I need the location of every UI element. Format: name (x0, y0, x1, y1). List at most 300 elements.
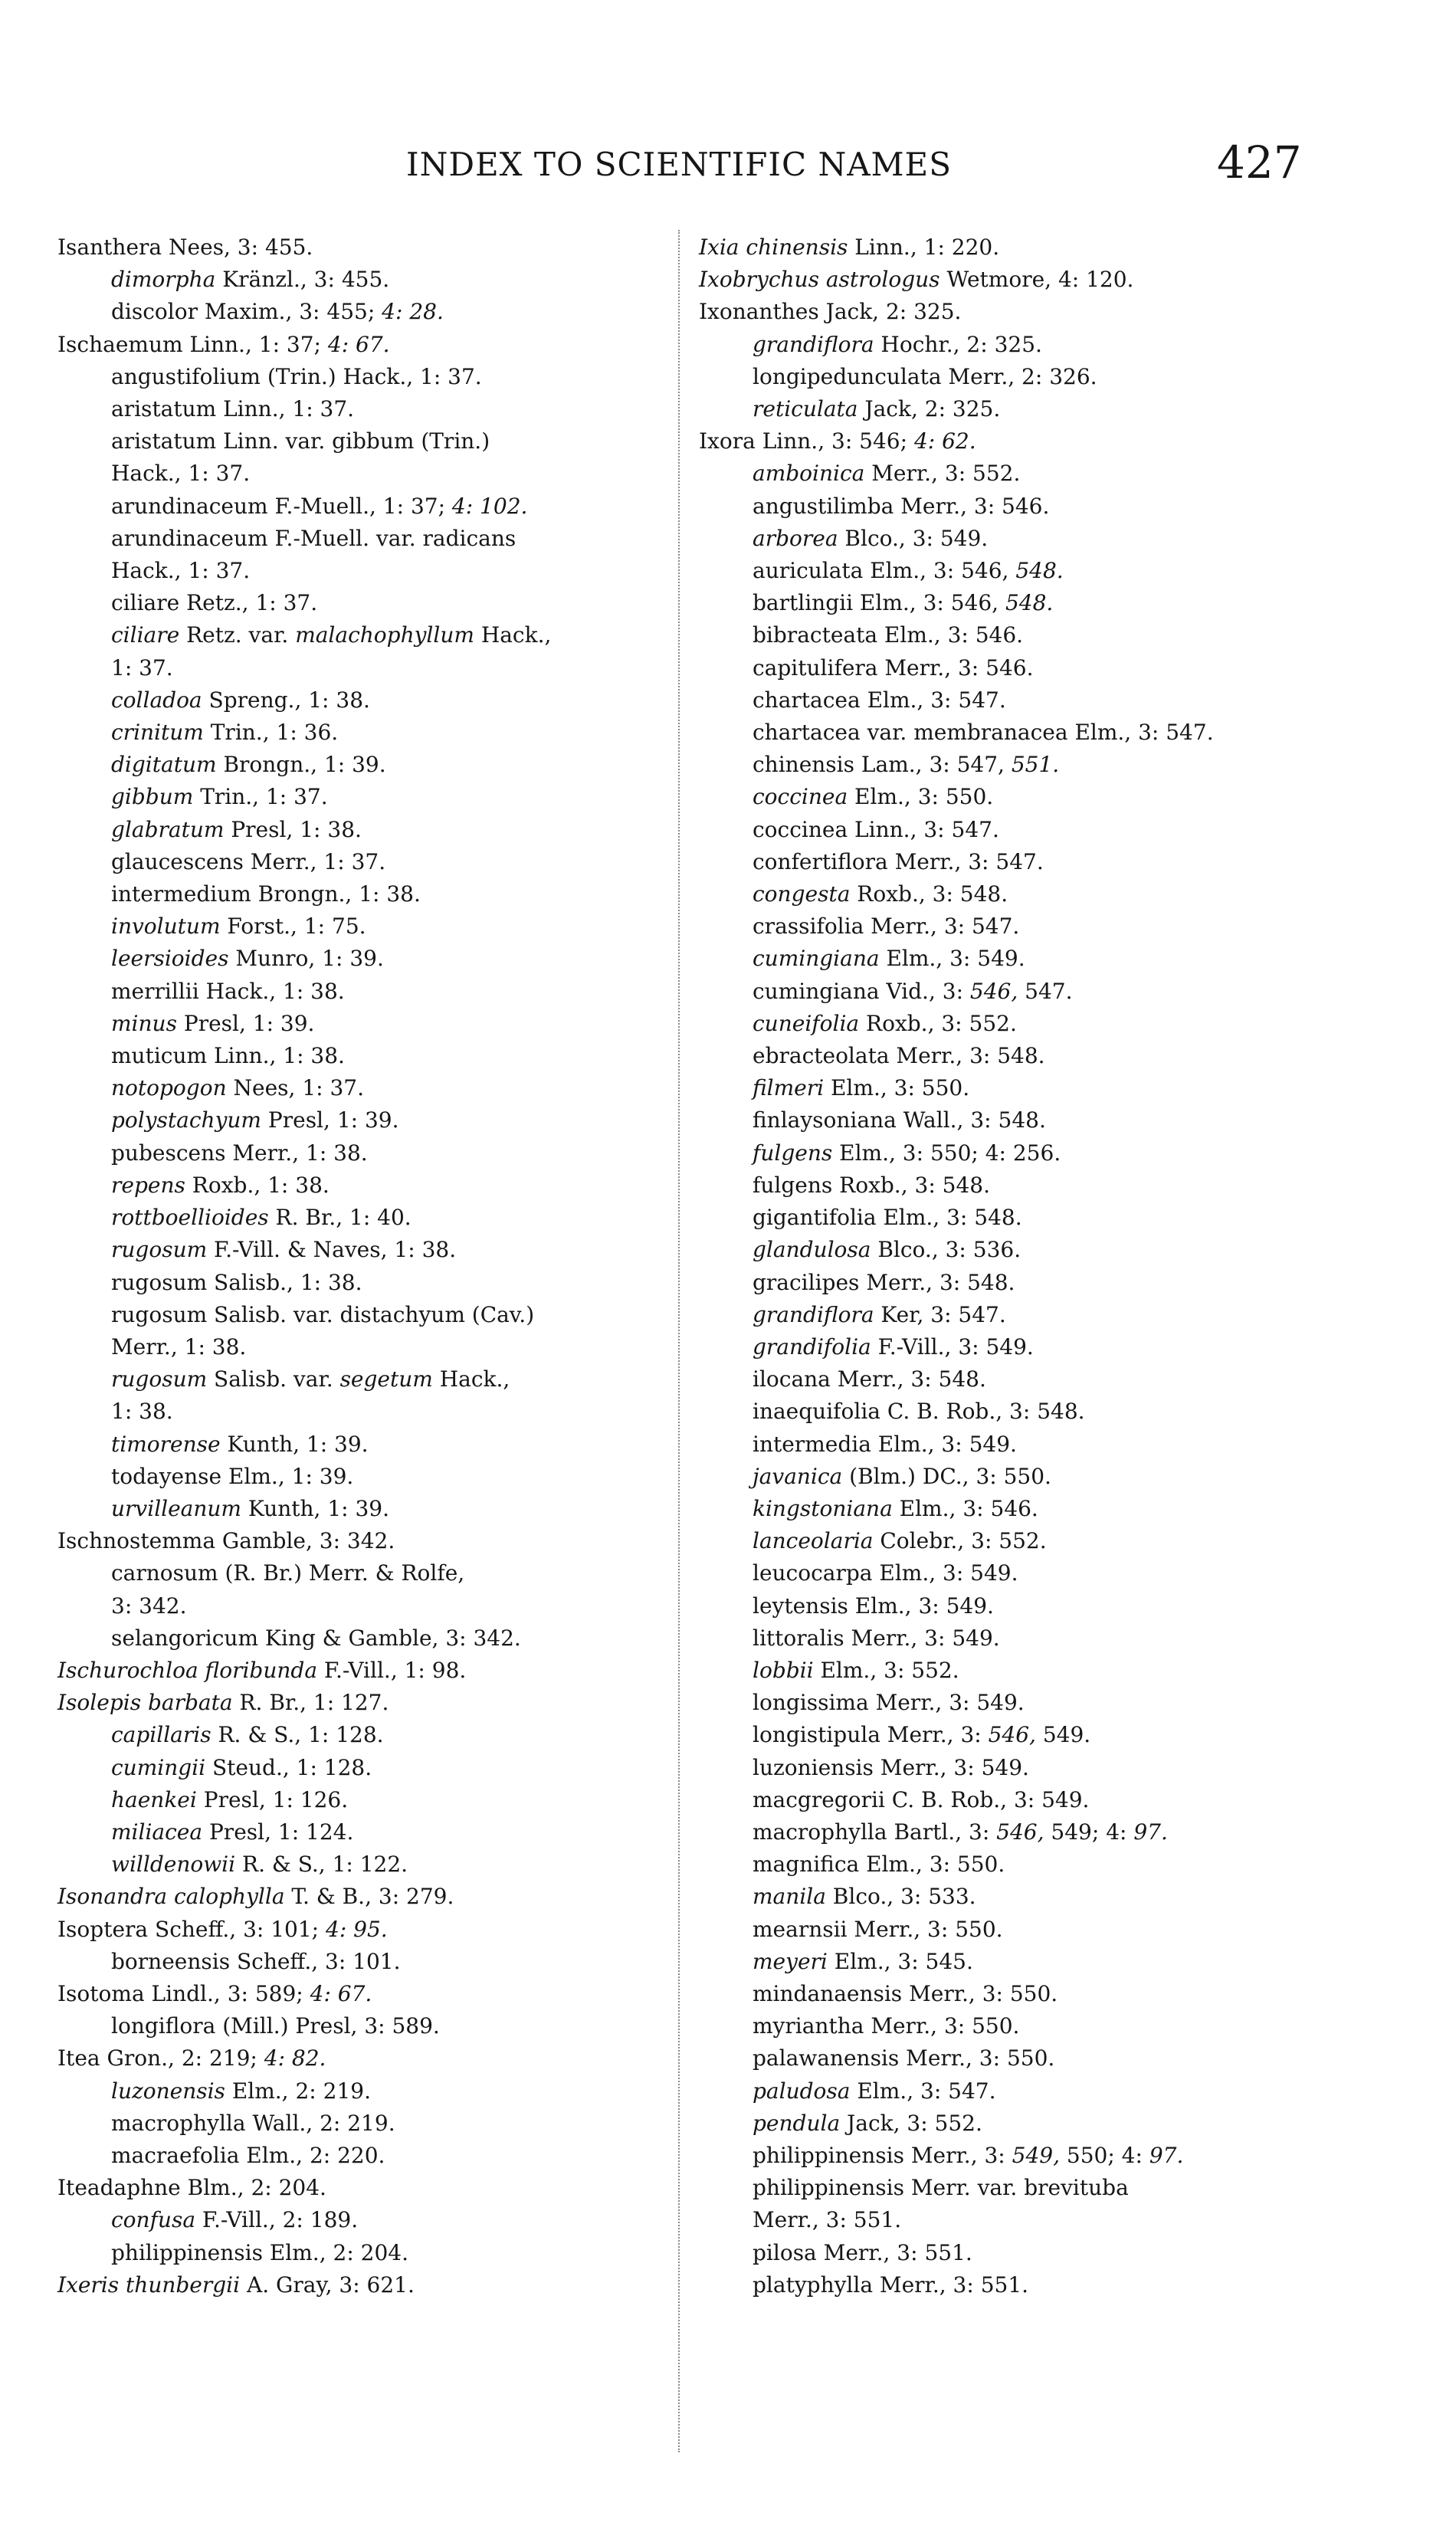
entry-text: longistipula Merr., 3: (753, 1722, 989, 1748)
entry-text-italic: ciliare (111, 622, 180, 648)
index-entry (699, 1234, 1312, 1266)
entry-text: Roxb., 3: 552. (859, 1010, 1017, 1036)
index-entry (699, 619, 1312, 651)
entry-text: selangoricum King & Gamble, 3: 342. (111, 1625, 521, 1651)
entry-text-italic: rottboellioides (111, 1205, 269, 1231)
entry-text: coccinea Linn., 3: 547. (753, 816, 999, 842)
index-entry (699, 1137, 1312, 1169)
entry-text: F.-Vill. & Naves, 1: 38. (207, 1237, 457, 1263)
entry-text-italic: Ixobrychus astrologus (699, 267, 940, 293)
entry-text: arundinaceum F.-Muell., 1: 37; (111, 493, 452, 519)
index-entry (57, 2010, 663, 2042)
index-entry (57, 1363, 663, 1396)
entry-text: philippinensis Merr. var. brevituba (753, 2175, 1129, 2201)
entry-text: Blco., 3: 536. (871, 1237, 1021, 1263)
index-entry (57, 1040, 663, 1072)
entry-text: 547. (1018, 978, 1073, 1004)
entry-text: Presl, 1: 38. (224, 816, 362, 842)
entry-text: muticum Linn., 1: 38. (111, 1043, 345, 1069)
entry-text: F.-Vill., 1: 98. (317, 1657, 467, 1683)
entry-text: aristatum Linn., 1: 37. (111, 396, 355, 422)
entry-text: Hack., 1: 37. (111, 461, 251, 487)
index-entry (699, 361, 1312, 393)
entry-text: chinensis Lam., 3: 547, (753, 752, 1012, 778)
index-entry (57, 1234, 663, 1266)
index-entry (57, 1299, 663, 1331)
index-column-left (57, 231, 663, 2301)
entry-text: auriculata Elm., 3: 546, (753, 558, 1016, 584)
index-entry (699, 458, 1312, 490)
index-entry (699, 329, 1312, 361)
index-column-right (699, 231, 1312, 2301)
entry-text-italic: 548. (1005, 590, 1054, 616)
entry-text: Ischnostemma Gamble, 3: 342. (57, 1528, 395, 1554)
index-entry (57, 231, 663, 264)
entry-text: myriantha Merr., 3: 550. (753, 2013, 1020, 2039)
index-entry (699, 2204, 1312, 2236)
index-entry (699, 490, 1312, 523)
index-entry (699, 910, 1312, 943)
entry-text: A. Gray, 3: 621. (240, 2272, 415, 2298)
index-entry (699, 781, 1312, 813)
entry-text-italic: manila (753, 1884, 826, 1910)
entry-text: Elm., 3: 550; 4: 256. (832, 1140, 1061, 1166)
entry-text: longipedunculata Merr., 2: 326. (753, 363, 1097, 389)
index-entry (699, 684, 1312, 717)
entry-text: capitulifera Merr., 3: 546. (753, 654, 1034, 681)
entry-text-italic: rugosum (111, 1366, 208, 1392)
entry-text: Iteadaphne Blm., 2: 204. (57, 2175, 326, 2201)
index-entry (57, 2075, 663, 2108)
entry-text: borneensis Scheff., 3: 101. (111, 1948, 401, 1974)
entry-text-italic: glabratum (111, 816, 225, 842)
entry-text-italic: 551. (1011, 752, 1060, 778)
index-entry (699, 264, 1312, 296)
entry-text: R. Br., 1: 40. (268, 1205, 412, 1231)
entry-text: Blco., 3: 533. (825, 1884, 976, 1910)
entry-text-italic: kingstoniana (753, 1495, 893, 1521)
entry-text: discolor Maxim., 3: 455; (111, 299, 382, 325)
index-entry (699, 1784, 1312, 1816)
entry-text: Salisb. var. (207, 1366, 340, 1392)
index-entry (699, 1202, 1312, 1234)
index-entry (699, 587, 1312, 619)
entry-text-italic: colladoa (111, 687, 202, 713)
index-entry (57, 264, 663, 296)
entry-text: intermedium Brongn., 1: 38. (111, 881, 421, 907)
entry-text: Kränzl., 3: 455. (215, 267, 390, 293)
entry-text-italic: glandulosa (753, 1237, 871, 1263)
entry-text: Munro, 1: 39. (228, 946, 384, 972)
entry-text: Merr., 1: 38. (111, 1333, 247, 1360)
index-entry (699, 1396, 1312, 1428)
index-entry (57, 652, 663, 684)
entry-text-italic: capillaris (111, 1722, 212, 1748)
entry-text-italic: Ischurochloa floribunda (57, 1657, 318, 1683)
entry-text: macrophylla Bartl., 3: (753, 1819, 997, 1845)
index-entry (699, 1687, 1312, 1719)
index-entry (699, 1429, 1312, 1461)
entry-text: merrillii Hack., 1: 38. (111, 978, 345, 1004)
entry-text-italic: luzonensis (111, 2078, 225, 2104)
entry-text-italic: notopogon (111, 1075, 227, 1101)
index-entry (699, 814, 1312, 846)
entry-text-italic: pendula (753, 2110, 841, 2136)
index-entry (57, 1848, 663, 1881)
entry-text: Merr., 3: 551. (753, 2207, 902, 2233)
entry-text: macrophylla Wall., 2: 219. (111, 2110, 395, 2136)
entry-text: Elm., 3: 550. (824, 1075, 970, 1101)
entry-text-italic: 4: 67. (310, 1980, 372, 2006)
index-entry (57, 1008, 663, 1040)
entry-text: Hack., (474, 622, 552, 648)
entry-text: (Blm.) DC., 3: 550. (842, 1463, 1051, 1489)
index-entry (57, 2204, 663, 2236)
index-entry (57, 1267, 663, 1299)
entry-text: T. & B., 3: 279. (284, 1884, 454, 1910)
index-entry (57, 1137, 663, 1169)
entry-text: Hochr., 2: 325. (874, 331, 1042, 357)
entry-text-italic: minus (111, 1010, 177, 1036)
entry-text: carnosum (R. Br.) Merr. & Rolfe, (111, 1560, 465, 1586)
entry-text: Ker, 3: 547. (874, 1301, 1006, 1327)
entry-text: 1: 38. (111, 1399, 173, 1425)
entry-text: R. & S., 1: 128. (211, 1722, 384, 1748)
entry-text: Isoptera Scheff., 3: 101; (57, 1916, 326, 1942)
index-entry (699, 1622, 1312, 1655)
entry-text: Elm., 2: 219. (225, 2078, 371, 2104)
index-entry (57, 1557, 663, 1589)
entry-text-italic: 4: 62. (913, 428, 976, 454)
entry-text: macgregorii C. B. Rob., 3: 549. (753, 1786, 1090, 1812)
entry-text: macraefolia Elm., 2: 220. (111, 2142, 385, 2168)
entry-text-italic: urvilleanum (111, 1495, 241, 1521)
index-entry (57, 555, 663, 587)
index-entry (57, 943, 663, 975)
index-entry (699, 1914, 1312, 1946)
entry-text-italic: 546, (969, 978, 1018, 1004)
entry-text-italic: reticulata (753, 396, 858, 422)
index-entry (57, 1331, 663, 1363)
index-entry (699, 1267, 1312, 1299)
index-entry (57, 2172, 663, 2204)
entry-text-italic: paludosa (753, 2078, 851, 2104)
entry-text: intermedia Elm., 3: 549. (753, 1431, 1017, 1457)
entry-text: F.-Vill., 2: 189. (195, 2207, 359, 2233)
entry-text: glaucescens Merr., 1: 37. (111, 848, 386, 874)
index-entry (699, 1072, 1312, 1104)
entry-text-italic: 546, (988, 1722, 1036, 1748)
index-entry (57, 1493, 663, 1525)
index-entry (57, 619, 663, 651)
entry-text: Roxb., 1: 38. (185, 1172, 330, 1198)
entry-text-italic: willdenowii (111, 1852, 236, 1878)
index-entry (57, 814, 663, 846)
index-entry (699, 943, 1312, 975)
entry-text: platyphylla Merr., 3: 551. (753, 2272, 1029, 2298)
index-entry (57, 1622, 663, 1655)
index-entry (57, 2140, 663, 2172)
index-entry (699, 1590, 1312, 1622)
index-entry (699, 2075, 1312, 2108)
entry-text: F.-Vill., 3: 549. (871, 1333, 1034, 1360)
entry-text: gigantifolia Elm., 3: 548. (753, 1205, 1022, 1231)
entry-text-italic: malachophyllum (295, 622, 474, 648)
entry-text-italic: Ixia chinensis (699, 235, 848, 260)
entry-text-italic: meyeri (753, 1948, 828, 1974)
entry-text: mindanaensis Merr., 3: 550. (753, 1980, 1058, 2006)
index-entry (699, 976, 1312, 1008)
index-entry (699, 523, 1312, 555)
index-entry (57, 910, 663, 943)
index-entry (699, 2010, 1312, 2042)
entry-text: Itea Gron., 2: 219; (57, 2045, 264, 2071)
entry-text-italic: filmeri (753, 1075, 825, 1101)
index-entry (699, 1816, 1312, 1848)
index-entry (699, 296, 1312, 328)
entry-text-italic: congesta (753, 881, 851, 907)
entry-text: Spreng., 1: 38. (202, 687, 370, 713)
entry-text-italic: 546, (996, 1819, 1044, 1845)
index-entry (57, 523, 663, 555)
index-entry (57, 393, 663, 425)
index-entry (57, 1752, 663, 1784)
entry-text: confertiflora Merr., 3: 547. (753, 848, 1044, 874)
entry-text-italic: 4: 95. (326, 1916, 388, 1942)
index-entry (699, 1719, 1312, 1751)
entry-text-italic: cuneifolia (753, 1010, 860, 1036)
entry-text: Presl, 1: 126. (196, 1786, 349, 1812)
entry-text: philippinensis Merr., 3: (753, 2142, 1012, 2168)
column-divider (678, 230, 680, 2452)
index-entry (699, 231, 1312, 264)
entry-text-italic: lobbii (753, 1657, 814, 1683)
index-entry (699, 749, 1312, 781)
entry-text: cumingiana Vid., 3: (753, 978, 970, 1004)
entry-text: Isotoma Lindl., 3: 589; (57, 1980, 310, 2006)
entry-text: aristatum Linn. var. gibbum (Trin.) (111, 428, 490, 454)
index-entry (699, 1655, 1312, 1687)
entry-text: rugosum Salisb. var. distachyum (Cav.) (111, 1301, 535, 1327)
index-entry (699, 2108, 1312, 2140)
index-entry (699, 1040, 1312, 1072)
entry-text: Steud., 1: 128. (205, 1754, 372, 1780)
index-entry (57, 1978, 663, 2010)
entry-text-italic: 549, (1012, 2142, 1060, 2168)
index-entry (57, 1655, 663, 1687)
entry-text-italic: 4: 28. (382, 299, 444, 325)
entry-text-italic: 97. (1133, 1819, 1168, 1845)
entry-text: chartacea var. membranacea Elm., 3: 547. (753, 720, 1214, 746)
entry-text: Forst., 1: 75. (220, 914, 366, 940)
index-entry (699, 1752, 1312, 1784)
entry-text-italic: coccinea (753, 784, 848, 810)
index-entry (699, 555, 1312, 587)
entry-text-italic: crinitum (111, 720, 204, 746)
entry-text: Ixora Linn., 3: 546; (699, 428, 914, 454)
entry-text: R. Br., 1: 127. (232, 1690, 389, 1716)
entry-text: Kunth, 1: 39. (241, 1495, 390, 1521)
index-entry (57, 587, 663, 619)
index-entry (699, 2042, 1312, 2075)
entry-text: luzoniensis Merr., 3: 549. (753, 1754, 1029, 1780)
entry-text: magnifica Elm., 3: 550. (753, 1852, 1005, 1878)
entry-text: todayense Elm., 1: 39. (111, 1463, 354, 1489)
index-entry (57, 1396, 663, 1428)
index-entry (57, 878, 663, 910)
index-entry (57, 1525, 663, 1557)
entry-text-italic: haenkei (111, 1786, 197, 1812)
index-entry (57, 976, 663, 1008)
index-entry (699, 717, 1312, 749)
entry-text: longissima Merr., 3: 549. (753, 1690, 1025, 1716)
index-entry (699, 1881, 1312, 1913)
entry-text-italic: dimorpha (111, 267, 216, 293)
entry-text-italic: Ixeris thunbergii (57, 2272, 241, 2298)
index-entry (699, 1008, 1312, 1040)
entry-text: Brongn., 1: 39. (216, 752, 386, 778)
entry-text: gracilipes Merr., 3: 548. (753, 1269, 1015, 1295)
entry-text-italic: 97. (1149, 2142, 1184, 2168)
index-entry (699, 1363, 1312, 1396)
index-entry (699, 1461, 1312, 1493)
index-entry (699, 393, 1312, 425)
index-entry (699, 652, 1312, 684)
entry-text-italic: repens (111, 1172, 185, 1198)
index-entry (57, 2108, 663, 2140)
entry-text: 549. (1035, 1722, 1091, 1748)
index-entry (57, 2042, 663, 2075)
index-entry (57, 1590, 663, 1622)
index-entry (57, 781, 663, 813)
entry-text-italic: lanceolaria (753, 1528, 874, 1554)
index-entry (699, 425, 1312, 458)
index-entry (57, 296, 663, 328)
index-entry (699, 1493, 1312, 1525)
index-entry (699, 2140, 1312, 2172)
entry-text: inaequifolia C. B. Rob., 3: 548. (753, 1399, 1085, 1425)
index-entry (57, 1914, 663, 1946)
index-entry (57, 329, 663, 361)
entry-text-italic: miliacea (111, 1819, 203, 1845)
index-entry (57, 1104, 663, 1137)
index-entry (699, 1848, 1312, 1881)
index-entry (57, 1429, 663, 1461)
index-entry (57, 1072, 663, 1104)
index-entry (699, 1557, 1312, 1589)
index-entry (57, 425, 663, 458)
entry-text: ebracteolata Merr., 3: 548. (753, 1043, 1045, 1069)
index-entry (699, 1946, 1312, 1978)
entry-text-italic: cumingiana (753, 946, 880, 972)
index-entry (699, 1331, 1312, 1363)
index-entry (699, 1104, 1312, 1137)
index-entry (699, 2269, 1312, 2301)
index-entry (699, 1169, 1312, 1202)
entry-text: finlaysoniana Wall., 3: 548. (753, 1107, 1046, 1133)
entry-text-italic: Isonandra calophylla (57, 1884, 285, 1910)
index-entry (57, 717, 663, 749)
entry-text: Elm., 3: 549. (879, 946, 1025, 972)
entry-text-italic: digitatum (111, 752, 217, 778)
entry-text: Merr., 3: 552. (864, 461, 1021, 487)
entry-text-italic: timorense (111, 1431, 221, 1457)
page-header (0, 136, 1456, 205)
entry-text-italic: involutum (111, 914, 221, 940)
entry-text-italic: cumingii (111, 1754, 206, 1780)
index-entry (699, 1299, 1312, 1331)
entry-text: Jack, 2: 325. (858, 396, 1001, 422)
entry-text-italic: grandiflora (753, 331, 874, 357)
entry-text-italic: 548. (1015, 558, 1064, 584)
index-entry (57, 1946, 663, 1978)
index-entry (699, 846, 1312, 878)
index-entry (57, 1169, 663, 1202)
entry-text: bibracteata Elm., 3: 546. (753, 622, 1024, 648)
entry-text: pilosa Merr., 3: 551. (753, 2239, 972, 2265)
entry-text: philippinensis Elm., 2: 204. (111, 2239, 408, 2265)
entry-text: Nees, 3: 455. (162, 235, 313, 260)
entry-text: Presl, 1: 124. (202, 1819, 354, 1845)
index-entry (699, 878, 1312, 910)
entry-text-italic: Isolepis barbata (57, 1690, 233, 1716)
index-entry (57, 361, 663, 393)
entry-text: Isanthera (57, 235, 162, 260)
entry-text: bartlingii Elm., 3: 546, (753, 590, 1005, 616)
index-entry (57, 490, 663, 523)
index-entry (57, 684, 663, 717)
entry-text: Blco., 3: 549. (838, 525, 989, 551)
entry-text: fulgens Roxb., 3: 548. (753, 1172, 990, 1198)
page-number: 427 (1217, 136, 1302, 189)
entry-text: Elm., 3: 552. (813, 1657, 959, 1683)
entry-text: Jack, 3: 552. (840, 2110, 982, 2136)
entry-text: Presl, 1: 39. (176, 1010, 315, 1036)
entry-text: Hack., (432, 1366, 510, 1392)
entry-text-italic: rugosum (111, 1237, 208, 1263)
entry-text: 549; 4: (1044, 1819, 1134, 1845)
entry-text: Kunth, 1: 39. (220, 1431, 369, 1457)
entry-text: Wetmore, 4: 120. (940, 267, 1134, 293)
entry-text: Elm., 3: 550. (848, 784, 994, 810)
entry-text: Trin., 1: 36. (203, 720, 339, 746)
entry-text: arundinaceum F.-Muell. var. radicans (111, 525, 516, 551)
entry-text: Nees, 1: 37. (226, 1075, 364, 1101)
index-entry (57, 2269, 663, 2301)
entry-text: leytensis Elm., 3: 549. (753, 1593, 994, 1619)
entry-text: pubescens Merr., 1: 38. (111, 1140, 368, 1166)
entry-text-italic: javanica (753, 1463, 843, 1489)
index-entry (57, 1202, 663, 1234)
entry-text-italic: leersioides (111, 946, 229, 972)
entry-text: Presl, 1: 39. (261, 1107, 399, 1133)
entry-text-italic: grandifolia (753, 1333, 871, 1360)
entry-text: mearnsii Merr., 3: 550. (753, 1916, 1003, 1942)
entry-text: crassifolia Merr., 3: 547. (753, 914, 1020, 940)
index-entry (57, 1461, 663, 1493)
entry-text: longiflora (Mill.) Presl, 3: 589. (111, 2013, 440, 2039)
entry-text: Hack., 1: 37. (111, 558, 251, 584)
entry-text-italic: segetum (339, 1366, 433, 1392)
entry-text: Elm., 3: 546. (892, 1495, 1038, 1521)
entry-text-italic: amboinica (753, 461, 865, 487)
entry-text: Elm., 3: 547. (850, 2078, 996, 2104)
entry-text-italic: confusa (111, 2207, 196, 2233)
entry-text: Colebr., 3: 552. (873, 1528, 1047, 1554)
index-entry (699, 1978, 1312, 2010)
entry-text-italic: fulgens (753, 1140, 833, 1166)
index-entry (699, 1525, 1312, 1557)
